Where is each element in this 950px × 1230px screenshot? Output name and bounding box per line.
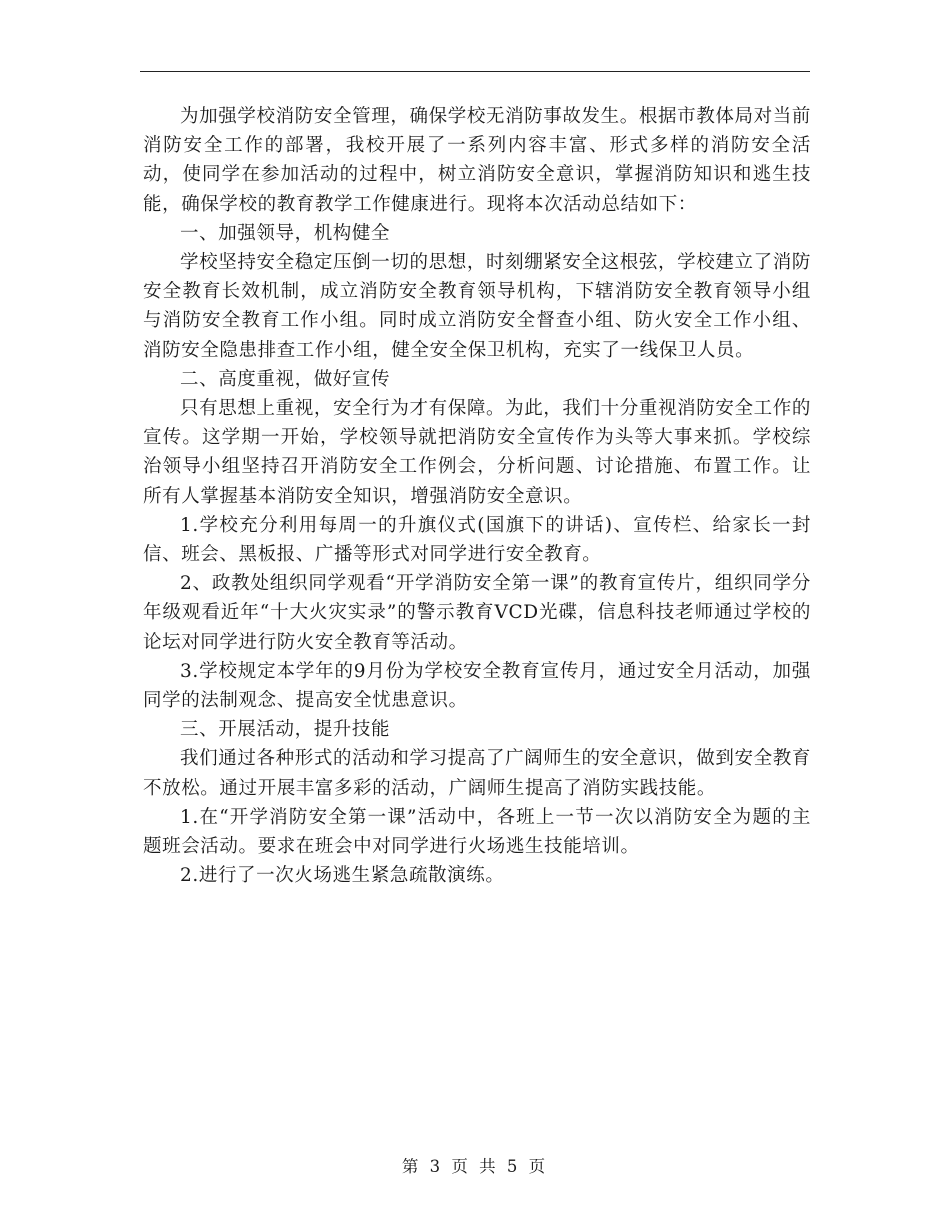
list-item-2: 2、政教处组织同学观看“开学消防安全第一课”的教育宣传片，组织同学分年级观看近年“十大火灾实录”的警示教育VCD光碟，信息科技老师通过学校的论坛对同学进行防火安全教育等活动。 [143,573,811,653]
page-number: 第 3 页 共 5 页 [401,1157,549,1176]
section-heading-1: 一、加强领导，机构健全 [180,222,391,244]
paragraph-leadership: 学校坚持安全稳定压倒一切的思想，时刻绷紧安全这根弦，学校建立了消防安全教育长效机制，成立消防安全教育领导机构，下辖消防安全教育领导小组与消防安全教育工作小组。同时成立消防安全督查小组、防火安全工作小组、消防安全隐患排查工作小组，健全安全保卫机构，充实了一线保卫人员。 [143,252,811,361]
list-item-3: 3.学校规定本学年的9月份为学校安全教育宣传月，通过安全月活动，加强同学的法制观念、提高安全忧患意识。 [143,660,811,712]
paragraph-publicity: 只有思想上重视，安全行为才有保障。为此，我们十分重视消防安全工作的宣传。这学期一开始，学校领导就把消防安全宣传作为头等大事来抓。学校综治领导小组坚持召开消防安全工作例会，分析问题、讨论措施、布置工作。让所有人掌握基本消防安全知识，增强消防安全意识。 [143,398,811,507]
activity-item-2: 2.进行了一次火场逃生紧急疏散演练。 [180,865,505,887]
paragraph-activities: 我们通过各种形式的活动和学习提高了广阔师生的安全意识，做到安全教育不放松。通过开展丰富多彩的活动，广阔师生提高了消防实践技能。 [143,748,811,799]
header-rule [140,71,810,72]
activity-item-1: 1.在“开学消防安全第一课”活动中，各班上一节一次以消防安全为题的主题班会活动。要求在班会中对同学进行火场逃生技能培训。 [143,806,811,858]
list-item-1: 1.学校充分利用每周一的升旗仪式(国旗下的讲话)、宣传栏、给家长一封信、班会、黑板报、广播等形式对同学进行安全教育。 [143,514,811,566]
paragraph-intro: 为加强学校消防安全管理，确保学校无消防事故发生。根据市教体局对当前消防安全工作的部署，我校开展了一系列内容丰富、形式多样的消防安全活动，使同学在参加活动的过程中，树立消防安全意识，掌握消防知识和逃生技能，确保学校的教育教学工作健康进行。现将本次活动总结如下： [143,106,811,215]
section-heading-2: 二、高度重视，做好宣传 [180,368,391,390]
document-body [143,102,811,890]
section-heading-3: 三、开展活动，提升技能 [180,719,391,741]
